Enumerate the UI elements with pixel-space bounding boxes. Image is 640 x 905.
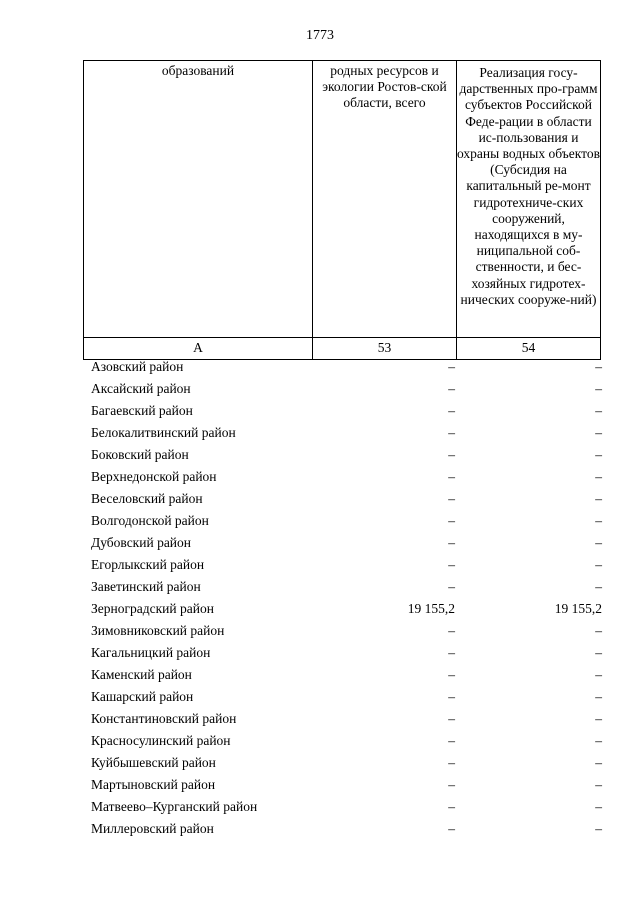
table-row [83,576,607,598]
value-col-54: – [595,645,602,660]
table-row [83,686,607,708]
value-col-54: – [595,425,602,440]
value-col-54: – [595,777,602,792]
table-row [83,730,607,752]
value-col-54: – [595,733,602,748]
value-col-53: – [448,535,455,550]
district-name: Азовский район [91,359,184,374]
value-col-54: – [595,689,602,704]
table-row [83,554,607,576]
value-col-54: – [595,403,602,418]
header-row [84,61,601,338]
header-cell-53: родных ресурсов и экологии Ростов-ской области, всего [313,61,457,338]
table-row [83,774,607,796]
value-col-53: – [448,667,455,682]
district-name: Егорлыкский район [91,557,205,572]
district-name: Волгодонской район [91,513,209,528]
value-col-53: – [448,447,455,462]
value-col-53: – [448,513,455,528]
value-col-54: – [595,535,602,550]
value-col-54: – [595,821,602,836]
column-number-53: 53 [313,338,457,360]
page-number: 1773 [306,28,334,43]
district-name: Кагальницкий район [91,645,211,660]
district-name: Миллеровский район [91,821,214,836]
value-col-53: – [448,579,455,594]
district-name: Константиновский район [91,711,237,726]
value-col-53: – [448,469,455,484]
district-name: Веселовский район [91,491,203,506]
value-col-54: – [595,469,602,484]
table-row [83,664,607,686]
value-col-54: – [595,513,602,528]
value-col-54: – [595,711,602,726]
value-col-54: – [595,557,602,572]
district-name: Зерноградский район [91,601,214,616]
value-col-53: – [448,403,455,418]
value-col-53: – [448,733,455,748]
district-name: Багаевский район [91,403,193,418]
value-col-54: – [595,491,602,506]
table-row [83,466,607,488]
district-name: Мартыновский район [91,777,216,792]
table-row [83,488,607,510]
table-row [83,510,607,532]
district-name: Боковский район [91,447,189,462]
table-row [83,708,607,730]
value-col-53: – [448,491,455,506]
value-col-53: – [448,425,455,440]
header-cell-54: Реализация госу-дарственных про-грамм субъектов Российской Феде-рации в области ис-пользования и охраны водных объектов (Субсидия на капитальный ре-монт гидротехниче-ских сооружений, находящихся в му-ниципальной соб-ственности, и бес-хозяйных гидротех-нических сооруже-ний) [457,61,601,338]
value-col-54: – [595,799,602,814]
table-row [83,620,607,642]
district-name: Белокалитвинский район [91,425,236,440]
value-col-54: – [595,755,602,770]
value-col-54: 19 155,2 [554,601,602,616]
value-col-53: – [448,645,455,660]
district-name: Красносулинский район [91,733,231,748]
district-name: Дубовский район [91,535,192,550]
value-col-53: – [448,623,455,638]
header-cell-a: образований [84,61,313,338]
value-col-54: – [595,667,602,682]
value-col-53: – [448,359,455,374]
table-row [83,752,607,774]
data-table [83,356,607,840]
table-header [83,60,601,360]
district-name: Каменский район [91,667,192,682]
value-col-54: – [595,579,602,594]
value-col-53: – [448,777,455,792]
value-col-53: – [448,381,455,396]
column-number-54: 54 [457,338,601,360]
district-name: Заветинский район [91,579,201,594]
value-col-53: – [448,557,455,572]
table-row [83,598,607,620]
column-number-a: А [84,338,313,360]
table-row [83,356,607,378]
district-name: Верхнедонской район [91,469,217,484]
table-row [83,378,607,400]
value-col-53: – [448,711,455,726]
value-col-54: – [595,381,602,396]
district-name: Аксайский район [91,381,191,396]
value-col-53: – [448,799,455,814]
value-col-54: – [595,447,602,462]
district-name: Куйбышевский район [91,755,216,770]
table-row [83,642,607,664]
district-name: Зимовниковский район [91,623,225,638]
table-row [83,422,607,444]
district-name: Матвеево–Курганский район [91,799,258,814]
table-row [83,444,607,466]
value-col-53: – [448,689,455,704]
district-name: Кашарский район [91,689,194,704]
table-row [83,818,607,840]
value-col-54: – [595,359,602,374]
value-col-53: – [448,755,455,770]
value-col-53: 19 155,2 [407,601,455,616]
table-row [83,532,607,554]
table-row [83,796,607,818]
table-row [83,400,607,422]
value-col-53: – [448,821,455,836]
value-col-54: – [595,623,602,638]
